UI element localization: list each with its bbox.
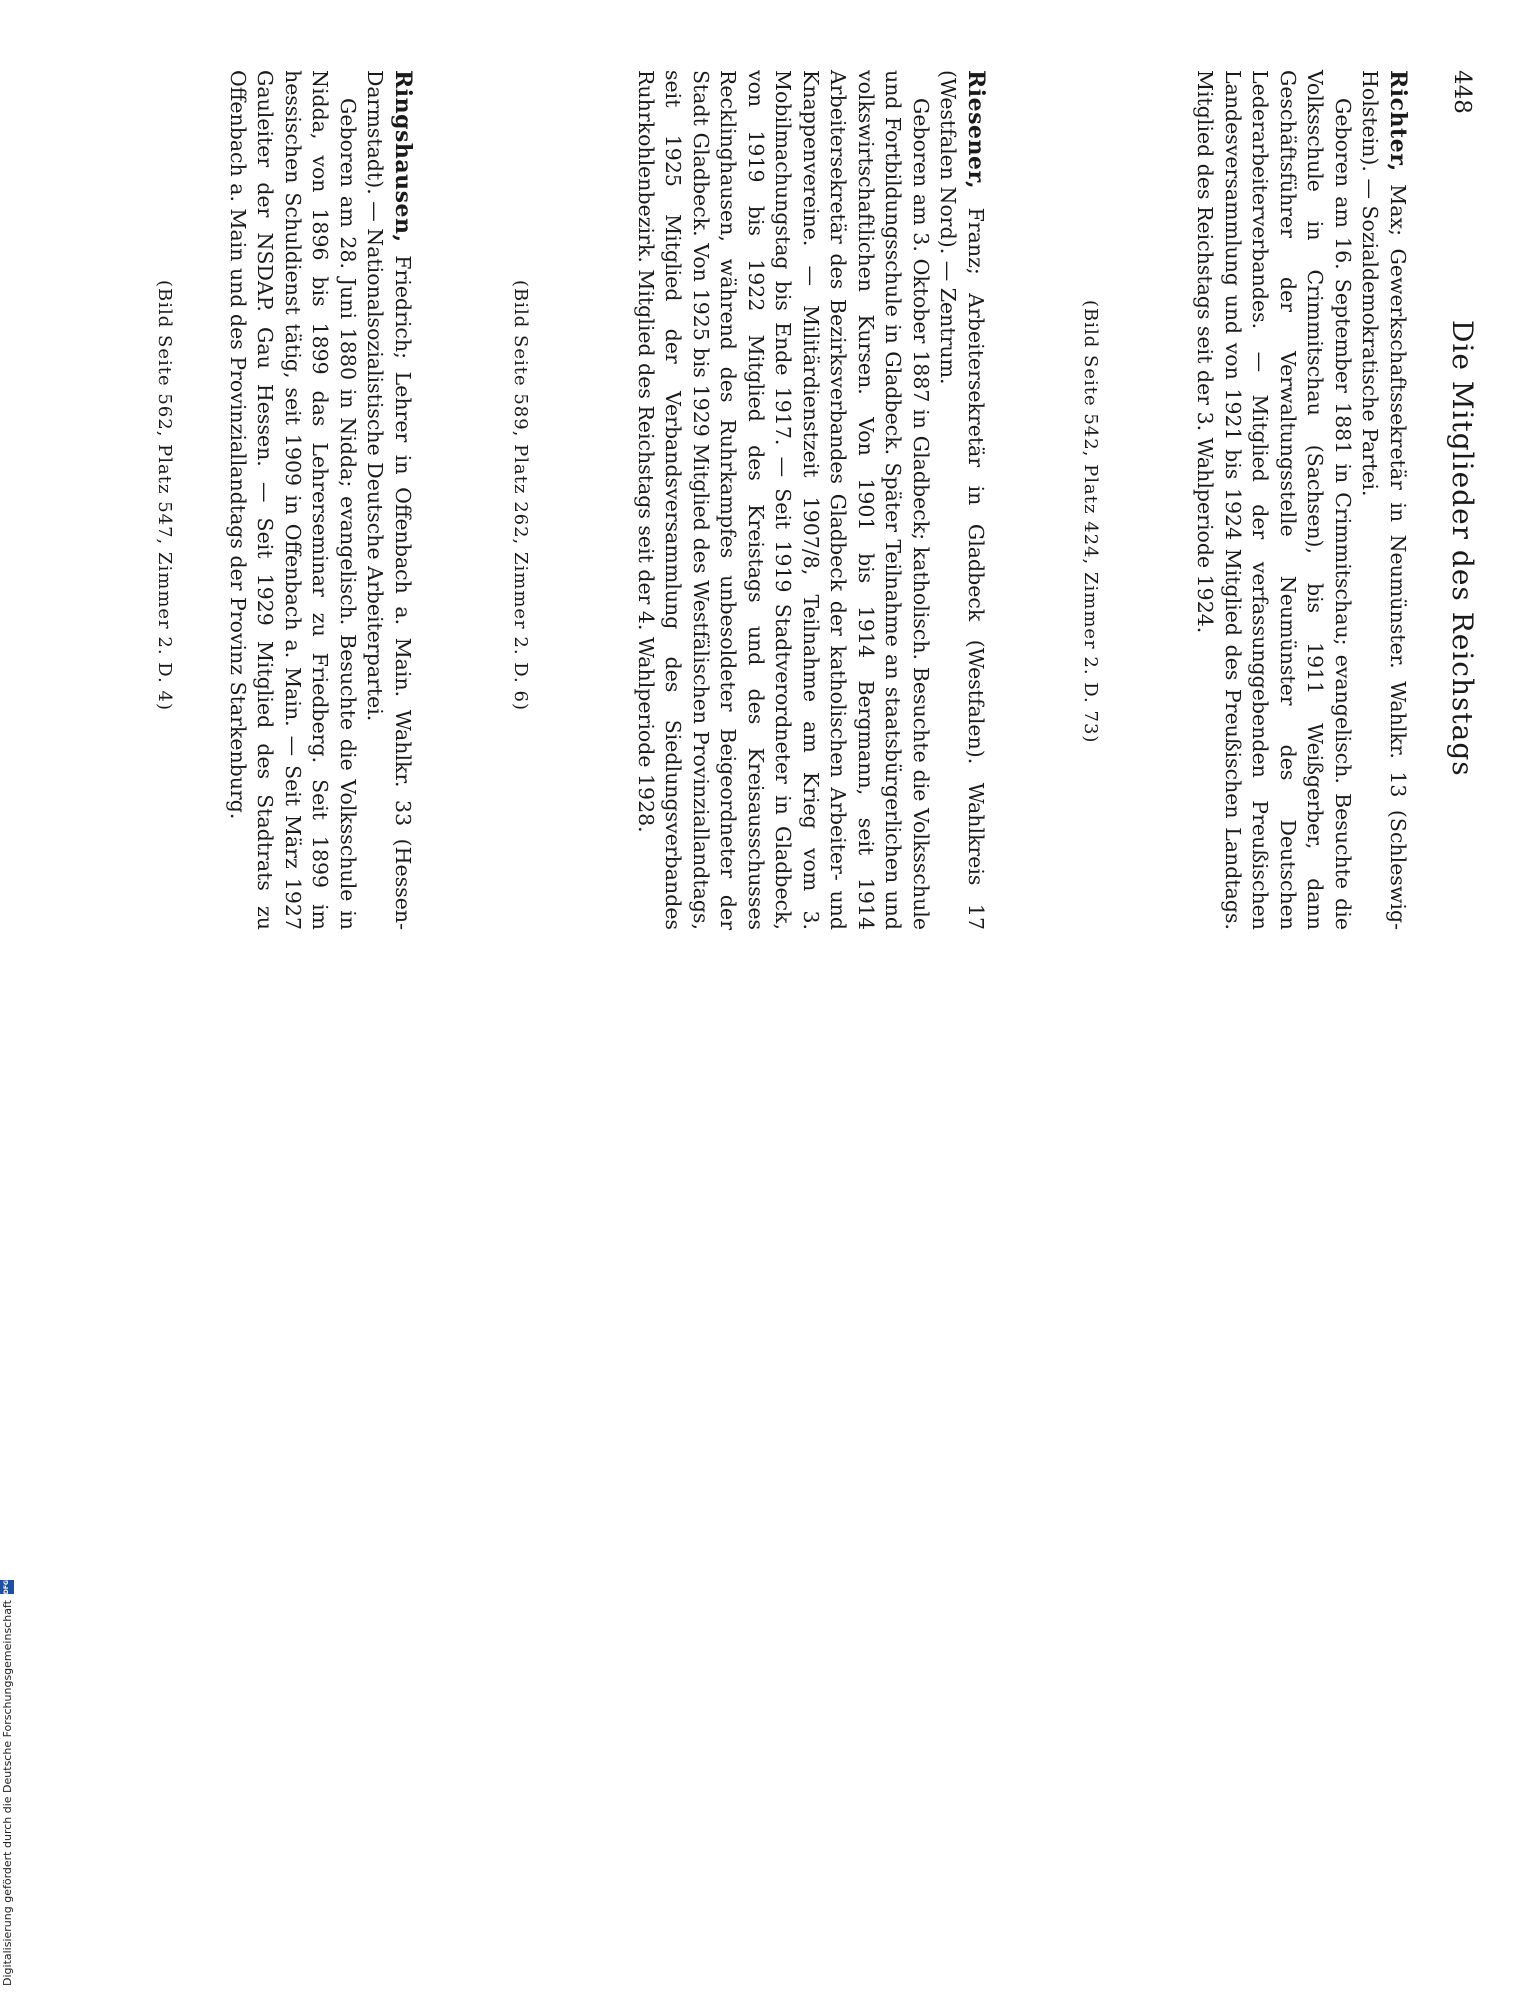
credit-text: Digitalisierung gefördert durch die Deutsche Forschungsgemeinschaft (0, 1600, 14, 1986)
member-intro: Franz; Arbeitersekretär in Gladbeck (Westfalen). Wahlkreis 17 (Westfalen Nord). — Zentrum. (936, 70, 988, 930)
member-name: Riesener, (963, 70, 989, 190)
entry-heading (361, 70, 416, 930)
running-title: Die Mitglieder des Reichstags (1446, 320, 1479, 777)
dfg-logo-icon: DFG (0, 1580, 14, 1594)
digitization-credit (0, 992, 26, 1992)
member-biography: Geboren am 3. Oktober 1887 in Gladbeck; katholisch. Besuchte die Volksschule und Fortbildungsschule in Gladbeck. Später Teilnahme an staatsbürgerlichen und volkswirtschaftlichen Kursen. Von 1901 bis 1914 Bergmann, seit 1914 Arbeitersekretär des Bezirksverbandes Gladbeck der katholischen Arbeiter- und Knappenvereine. — Militärdienstzeit 1907/8, Teilnahme am Krieg vom 3. Mobilmachungstag bis Ende 1917. — Seit 1919 Stadtverordneter in Gladbeck, von 1919 bis 1922 Mitglied des Kreistags und des Kreisausschusses Recklinghausen, während des Ruhrkampfes unbesoldeter Beigeordneter der Stadt Gladbeck. Von 1925 bis 1929 Mitglied des Westfälischen Provinziallandtags, seit 1925 Mitglied der Verbandsversammlung des Siedlungsverbandes Ruhrkohlenbezirk. Mitglied des Reichstags seit der 4. Wahlperiode 1928. (634, 70, 933, 930)
member-intro: Max; Gewerkschaftssekretär in Neumünster. Wahlkr. 13 (Schleswig-Holstein). — Sozialdemokratische Partei. (1358, 70, 1410, 930)
entry-heading (1356, 70, 1411, 930)
entry-heading (934, 70, 989, 930)
member-intro: Friedrich; Lehrer in Offenbach a. Main. Wahlkr. 33 (Hessen-Darmstadt). — Nationalsozialistische Deutsche Arbeiterpartei. (363, 70, 415, 930)
photo-reference: (Bild Seite 542, Platz 424, Zimmer 2. D. 73) (1080, 300, 1101, 744)
biography-entry (632, 70, 990, 930)
photo-reference: (Bild Seite 562, Platz 547, Zimmer 2. D. 4) (154, 280, 175, 711)
member-name: Ringshausen, (390, 70, 416, 243)
photo-reference: (Bild Seite 589, Platz 262, Zimmer 2. D. 6) (510, 280, 531, 711)
member-name: Richter, (1385, 70, 1411, 172)
biography-entry (224, 70, 417, 930)
page-header (1439, 70, 1479, 960)
page-number: 448 (1449, 70, 1475, 114)
member-biography: Geboren am 28. Juni 1880 in Nidda; evangelisch. Besuchte die Volksschule in Nidda, von 1896 bis 1899 das Lehrerseminar zu Friedberg. Seit 1899 im hessischen Schuldienst tätig, seit 1909 in Offenbach a. Main. — Seit März 1927 Gauleiter der NSDAP. Gau Hessen. — Seit 1929 Mitglied des Stadtrats zu Offenbach a. Main und des Provinziallandtags der Provinz Starkenburg. (226, 70, 360, 930)
biography-entry (1191, 70, 1411, 930)
member-biography: Geboren am 16. September 1881 in Crimmitschau; evangelisch. Besuchte die Volksschule in Crimmitschau (Sachsen), bis 1911 Weißgerber, dann Geschäftsführer der Verwaltungsstelle Neumünster des Deutschen Lederarbeiterverbandes. — Mitglied der verfassunggebenden Preußischen Landesversammlung und von 1921 bis 1924 Mitglied des Preußischen Landtags. Mitglied des Reichstags seit der 3. Wahlperiode 1924. (1193, 70, 1355, 930)
